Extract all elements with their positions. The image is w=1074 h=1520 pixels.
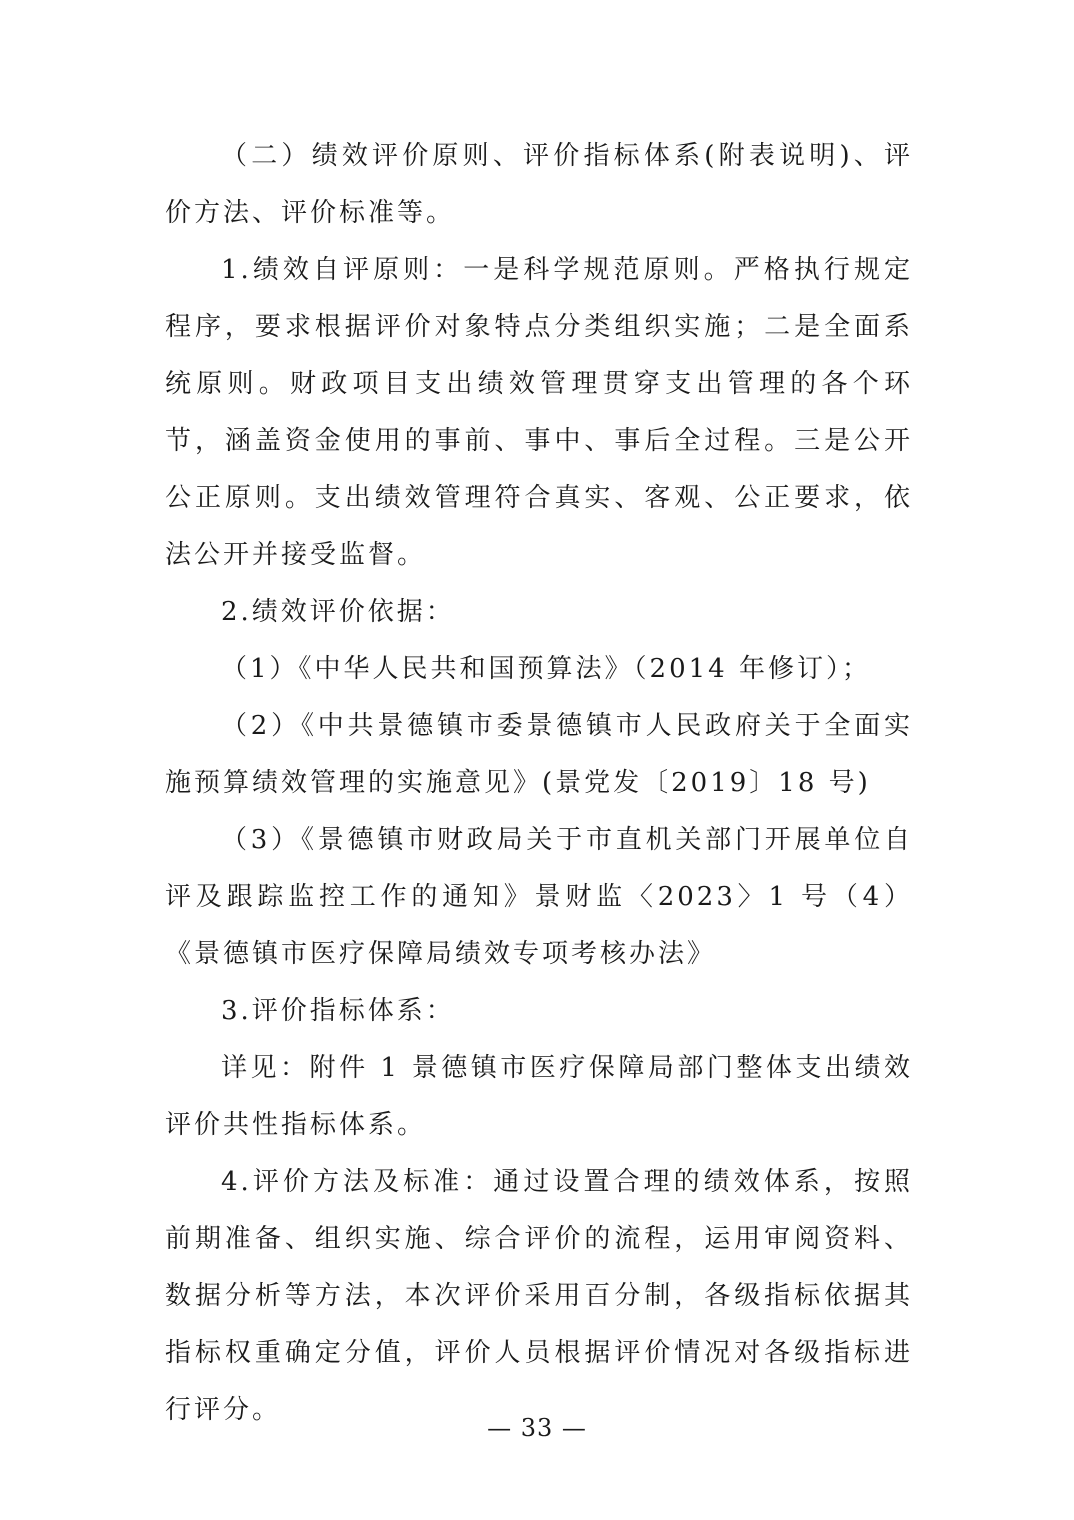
body-text	[165, 128, 913, 1439]
paragraph-self-evaluation-principles: 1.绩效自评原则：一是科学规范原则。严格执行规定程序，要求根据评价对象特点分类组织实施；二是全面系统原则。财政项目支出绩效管理贯穿支出管理的各个环节，涵盖资金使用的事前、事中、事后全过程。三是公开公正原则。支出绩效管理符合真实、客观、公正要求，依法公开并接受监督。	[165, 255, 913, 570]
heading-indicator-system: 3.评价指标体系：	[221, 996, 455, 1026]
heading-evaluation-basis: 2.绩效评价依据：	[221, 597, 455, 627]
section-heading-evaluation-principles: （二）绩效评价原则、评价指标体系(附表说明)、评价方法、评价标准等。	[165, 141, 913, 228]
list-item-budget-law: （1）《中华人民共和国预算法》（2014 年修订）；	[221, 654, 871, 684]
list-item-implementation-opinions: （2）《中共景德镇市委景德镇市人民政府关于全面实施预算绩效管理的实施意见》(景党发〔2019〕18 号)	[165, 711, 913, 798]
paragraph-indicator-system-details: 详见：附件 1 景德镇市医疗保障局部门整体支出绩效评价共性指标体系。	[165, 1053, 913, 1140]
page-number: — 33 —	[487, 1414, 587, 1442]
list-item-finance-bureau-notice: （3）《景德镇市财政局关于市直机关部门开展单位自评及跟踪监控工作的通知》景财监〈2023〉1 号（4）《景德镇市医疗保障局绩效专项考核办法》	[165, 825, 913, 969]
paragraph-evaluation-methods: 4.评价方法及标准：通过设置合理的绩效体系，按照前期准备、组织实施、综合评价的流程，运用审阅资料、数据分析等方法，本次评价采用百分制，各级指标依据其指标权重确定分值，评价人员根据评价情况对各级指标进行评分。	[165, 1167, 913, 1425]
